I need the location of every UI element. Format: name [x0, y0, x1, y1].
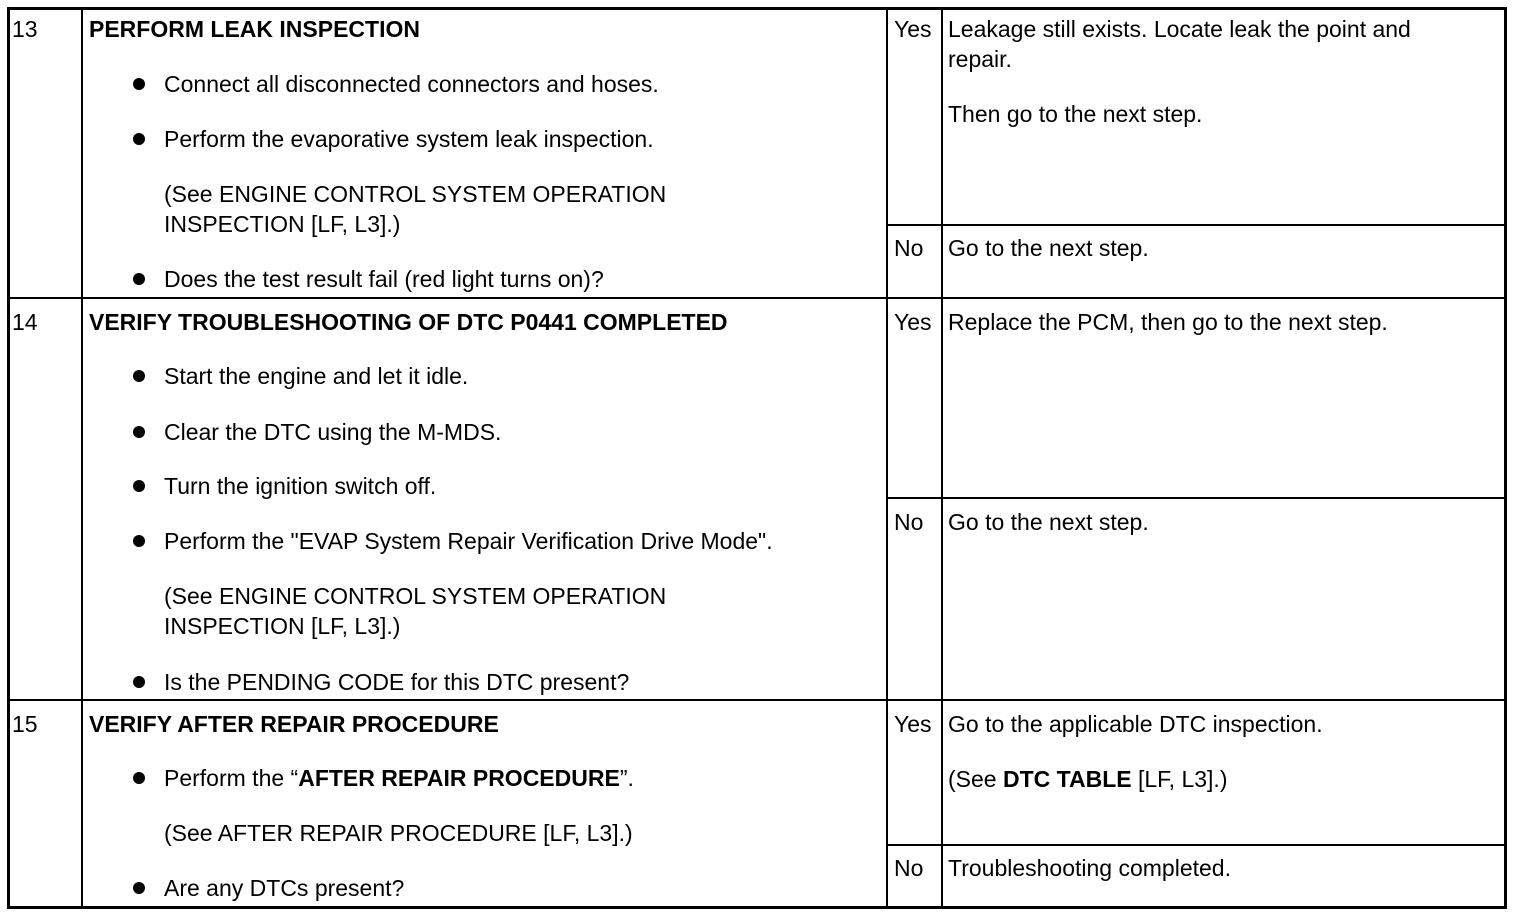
item-text: ”. [619, 765, 634, 791]
step-item: Turn the ignition switch off. [164, 473, 437, 499]
bullet-icon [133, 676, 145, 688]
step-number: 13 [12, 16, 38, 42]
yes-action: Go to the applicable DTC inspection. [948, 711, 1323, 737]
yes-label: Yes [894, 16, 932, 42]
no-action: Troubleshooting completed. [948, 855, 1231, 881]
step-question: Is the PENDING CODE for this DTC present? [164, 669, 630, 695]
reference-text: (See [948, 766, 1003, 792]
step-item: Clear the DTC using the M-MDS. [164, 419, 502, 445]
step-item: Perform the "EVAP System Repair Verification Drive Mode". [164, 528, 773, 554]
yes-action: Leakage still exists. Locate leak the point and [948, 16, 1411, 42]
reference-text: [LF, L3].) [1131, 766, 1228, 792]
bullet-icon [133, 882, 145, 894]
step-item [164, 763, 634, 793]
yes-action: repair. [948, 46, 1012, 72]
bullet-icon [133, 480, 145, 492]
reference-emphasis: DTC TABLE [1002, 766, 1132, 792]
step-question: Are any DTCs present? [164, 875, 405, 901]
step-number: 14 [12, 309, 38, 335]
item-emphasis: AFTER REPAIR PROCEDURE [298, 765, 620, 791]
bullet-icon [133, 370, 145, 382]
reference-text: (See ENGINE CONTROL SYSTEM OPERATION [164, 583, 667, 609]
bullet-icon [133, 535, 145, 547]
no-action: Go to the next step. [948, 509, 1149, 535]
yes-reference [948, 764, 1227, 794]
bullet-icon [133, 273, 145, 285]
reference-text: (See ENGINE CONTROL SYSTEM OPERATION [164, 181, 667, 207]
step-item: Start the engine and let it idle. [164, 363, 469, 389]
reference-text: (See AFTER REPAIR PROCEDURE [LF, L3].) [164, 820, 633, 846]
bullet-icon [133, 133, 145, 145]
no-label: No [894, 235, 924, 261]
step-title: PERFORM LEAK INSPECTION [89, 16, 420, 42]
no-label: No [894, 855, 924, 881]
yes-label: Yes [894, 309, 932, 335]
item-text: Perform the “ [164, 765, 299, 791]
reference-text: INSPECTION [LF, L3].) [164, 211, 401, 237]
step-item: Perform the evaporative system leak inspection. [164, 126, 654, 152]
step-item: Connect all disconnected connectors and hoses. [164, 71, 659, 97]
yes-no-divider [887, 497, 1506, 499]
bullet-icon [133, 426, 145, 438]
bullet-icon [133, 78, 145, 90]
bullet-icon [133, 772, 145, 784]
step-number: 15 [12, 711, 38, 737]
yes-label: Yes [894, 711, 932, 737]
no-action: Go to the next step. [948, 235, 1149, 261]
step-title: VERIFY TROUBLESHOOTING OF DTC P0441 COMPLETED [89, 309, 728, 335]
yes-no-divider [887, 844, 1506, 846]
column-divider-yes-no [886, 8, 888, 908]
yes-action: Then go to the next step. [948, 101, 1203, 127]
yes-no-divider [887, 224, 1506, 226]
row-divider [8, 297, 1506, 299]
row-divider [8, 699, 1506, 701]
step-question: Does the test result fail (red light turns on)? [164, 266, 604, 292]
reference-text: INSPECTION [LF, L3].) [164, 613, 401, 639]
yes-action: Replace the PCM, then go to the next step. [948, 309, 1388, 335]
no-label: No [894, 509, 924, 535]
column-divider-action [941, 8, 943, 908]
column-divider-number [81, 8, 83, 908]
step-title: VERIFY AFTER REPAIR PROCEDURE [89, 711, 499, 737]
